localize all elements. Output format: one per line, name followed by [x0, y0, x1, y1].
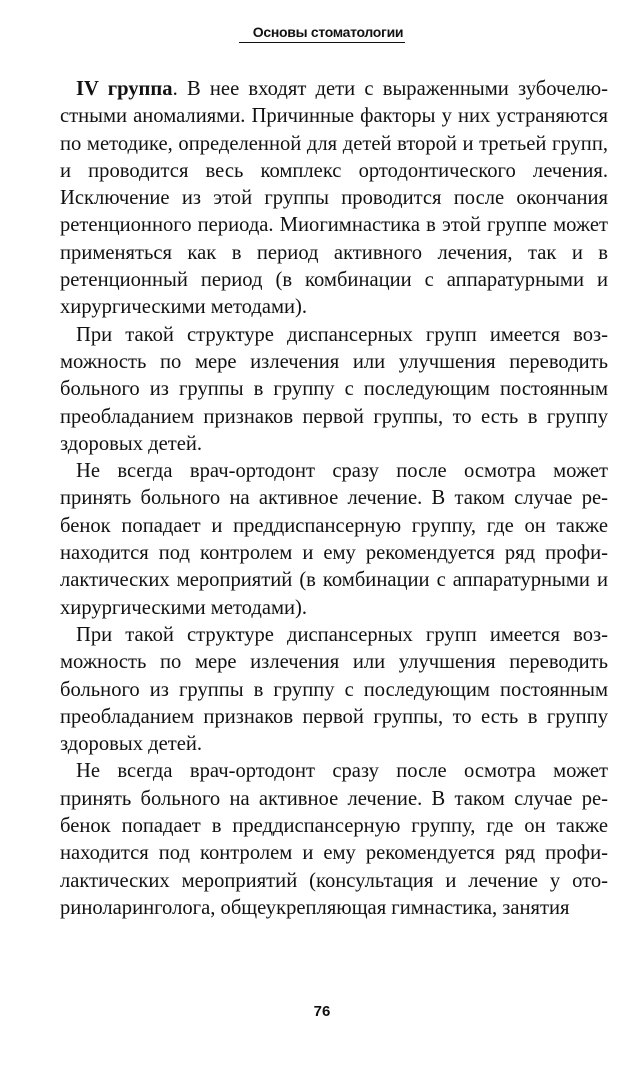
body-text — [60, 76, 608, 922]
running-title: Основы стоматологии — [239, 24, 405, 43]
paragraph-text: При такой структуре диспансерных групп имеется возможность по мере излечения или улучшения переводить больного из группы в группу с последующим постоянным преобладанием признаков первой группы, то есть в группу здоровых детей. — [60, 623, 608, 756]
paragraph — [60, 76, 608, 322]
paragraph-text: Не всегда врач-ортодонт сразу после осмотра может принять больного на активное лечение. В таком случае ребенок попадает и преддиспансерную группу, где он также находится под контролем и ему рекомендуется ряд профилактических мероприятий (в комбинации с аппаратурными и хирургическими методами). — [60, 460, 608, 619]
paragraph-text: . В нее входят дети с выраженными зубочелюстными аномалиями. Причинные факторы у них устраняются по методике, определенной для детей второй и третьей групп, и проводится весь комплекс ортодонтического лечения. Исключение из этой группы проводится после окончания ретенционного периода. Миогимнастика в этой группе может применяться как в период активного лечения, так и в ретенционный период (в комбинации с аппаратурными и хирургическими методами). — [60, 78, 608, 319]
paragraph — [60, 322, 608, 458]
paragraph-lead: IV группа — [76, 78, 173, 100]
running-header — [0, 24, 644, 43]
paragraph — [60, 758, 608, 922]
paragraph — [60, 458, 608, 622]
paragraph — [60, 622, 608, 758]
paragraph-text: При такой структуре диспансерных групп имеется возможность по мере излечения или улучшения переводить больного из группы в группу с последующим постоянным преобладанием признаков первой группы, то есть в группу здоровых детей. — [60, 323, 608, 455]
page-number: 76 — [313, 1003, 331, 1020]
paragraph-text: Не всегда врач-ортодонт сразу после осмотра может принять больного на активное лечение. В таком случае ребенок попадает в преддиспансерную группу, где он также находится под контролем и ему рекомендуется ряд профилактических мероприятий (консультация и лечение у оториноларинголога, общеукрепляющая гимнастика, занятия — [60, 760, 608, 919]
